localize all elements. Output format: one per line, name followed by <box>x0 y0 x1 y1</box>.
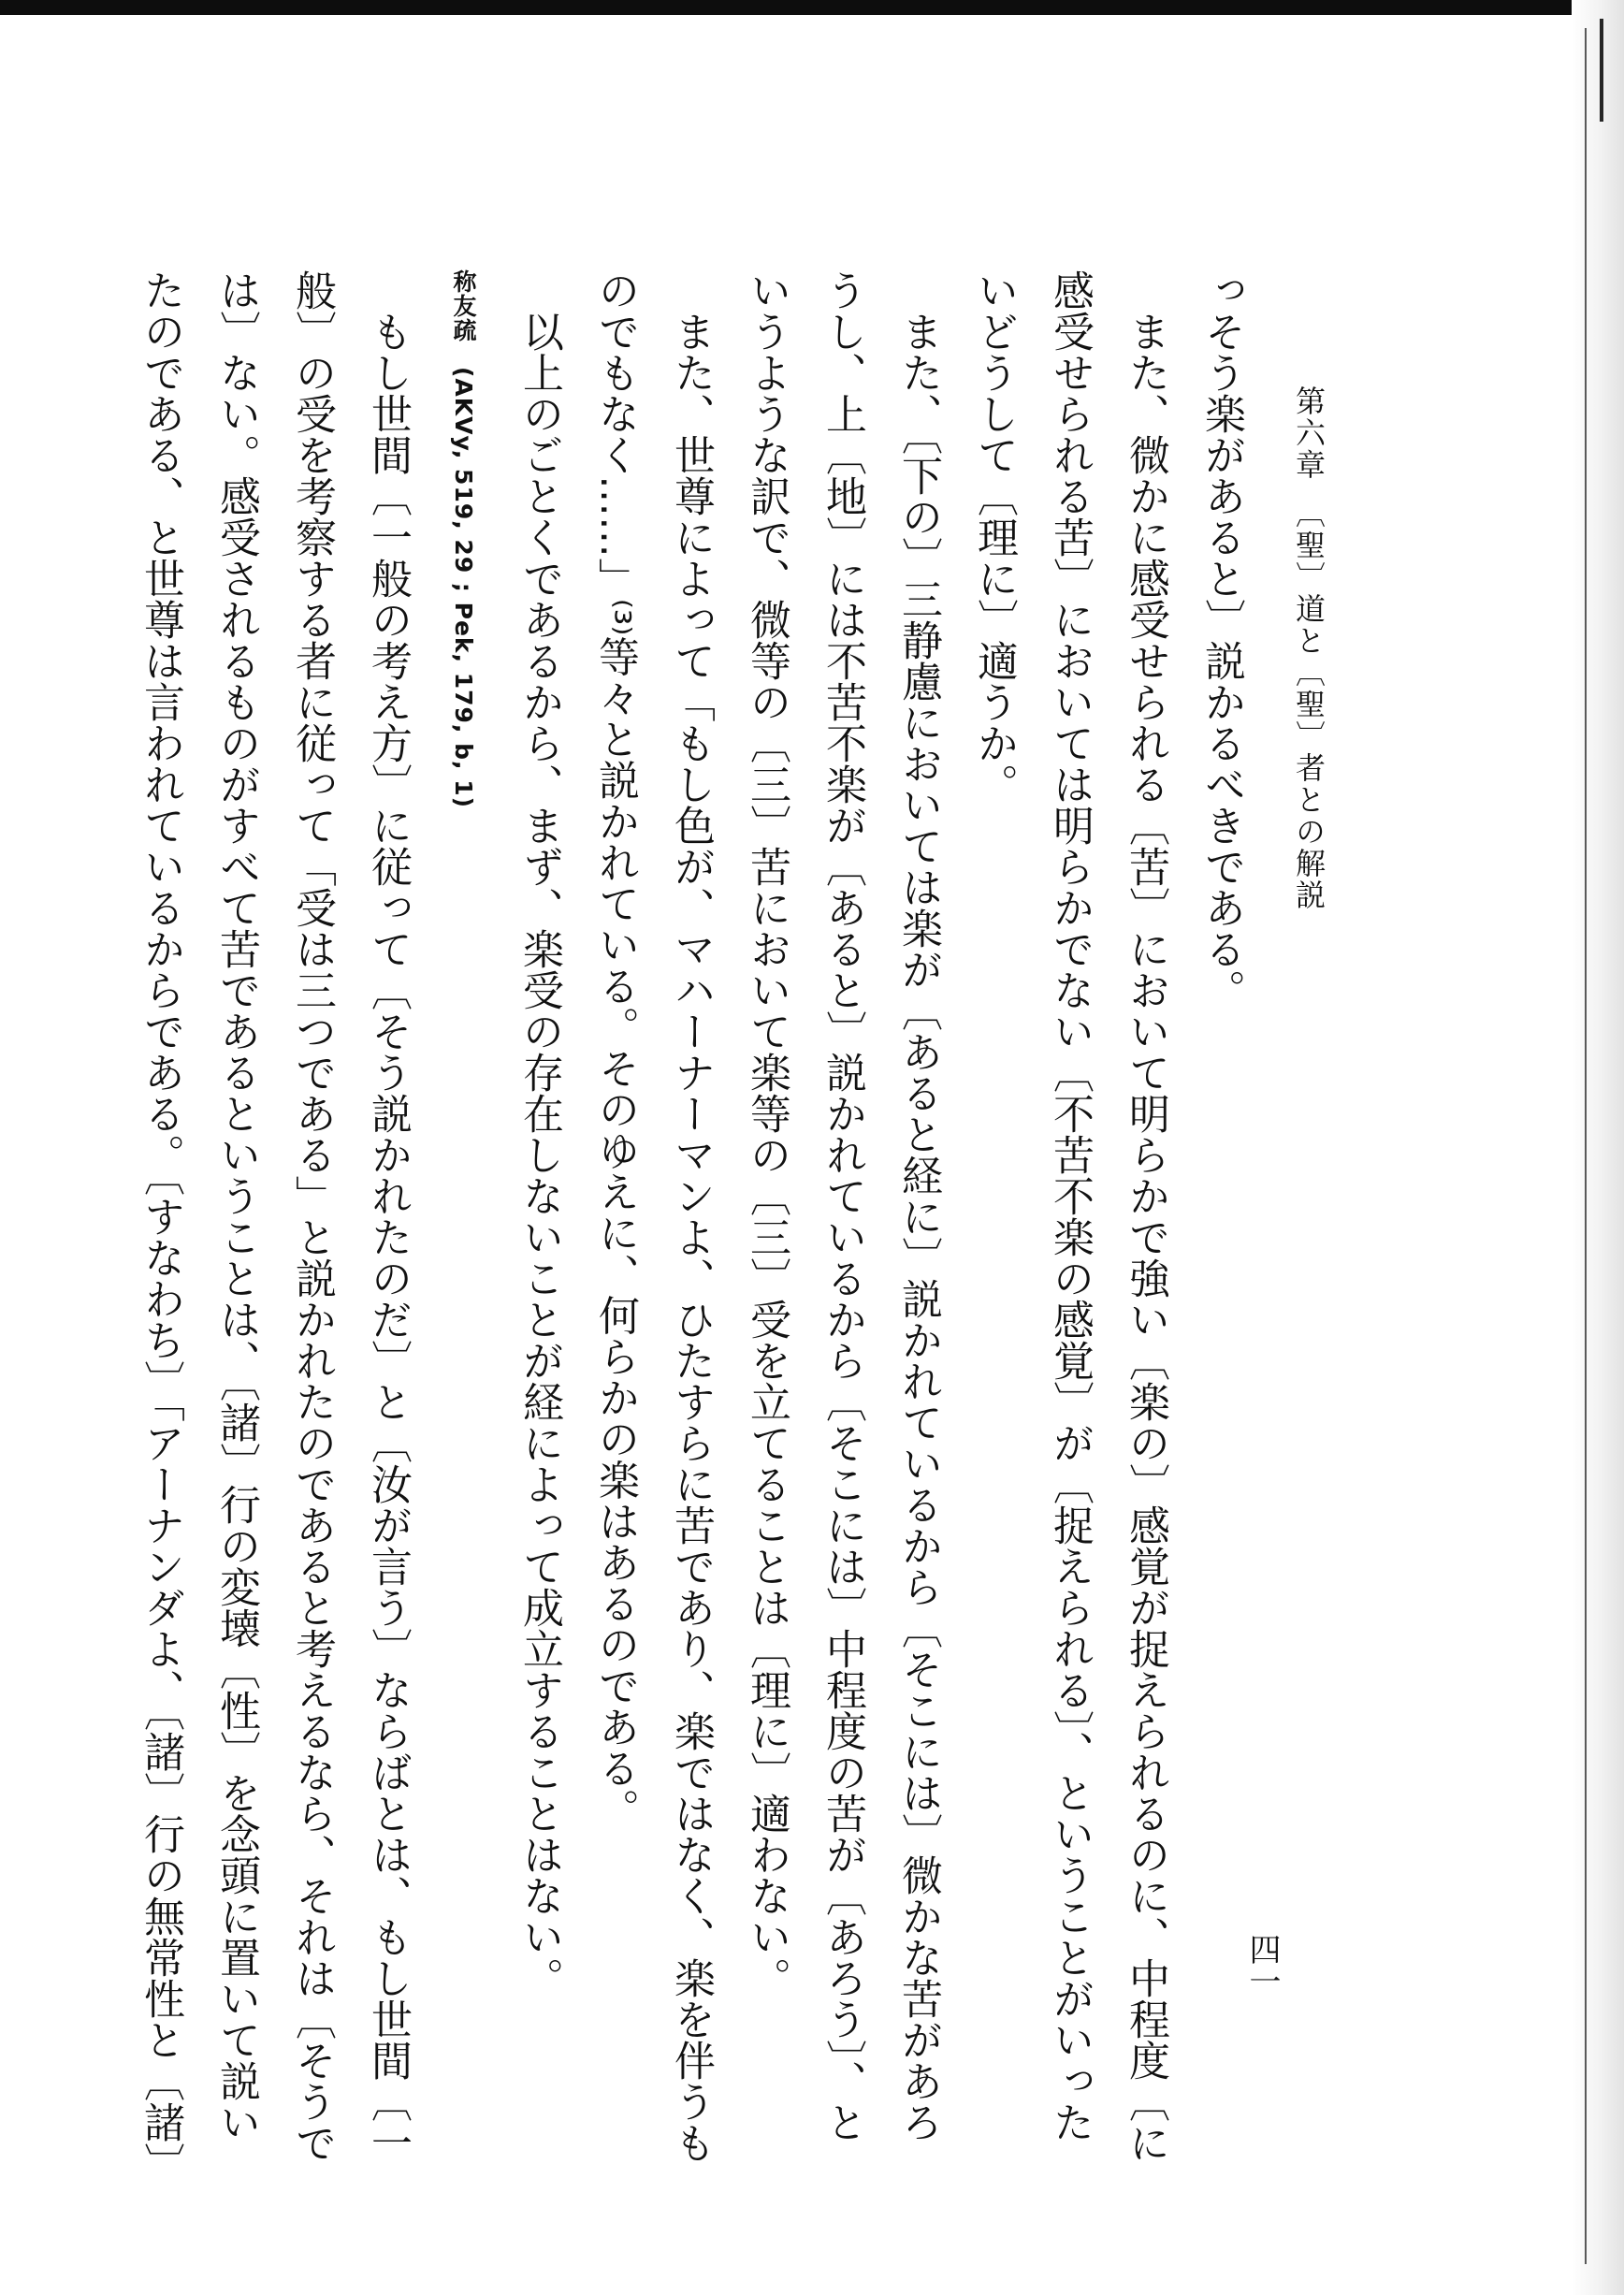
text-line: いうような訳で、微等の〔三〕苦において楽等の〔三〕受を立てることは〔理に〕適わない。 <box>743 269 790 1998</box>
scan-shadow-top <box>0 0 1624 15</box>
page-number: 四一 <box>1243 1933 1281 1997</box>
scan-shadow-right <box>1572 0 1624 2295</box>
commentary-heading: 称友疏 (AKVy, 519, 29 ; Pek, 179, b, 1) <box>450 269 477 809</box>
running-header: 第六章 〔聖〕道と〔聖〕者との解説 <box>1291 385 1327 911</box>
text-line: また、〔下の〕三静慮においては楽が〔あると経に〕説かれているから〔そこには〕微かな苦があろ <box>894 269 942 2142</box>
text-line: 感受せられる苦〕においては明らかでない〔不苦不楽の感覚〕が〔捉えられる〕、ということがいった <box>1046 269 1094 2142</box>
text-line: たのである、と世尊は言われているからである。〔すなわち〕「アーナンダよ、〔諸〕行の無常性と〔諸〕 <box>137 269 184 2184</box>
text-line: いどうして〔理に〕適うか。 <box>970 269 1018 805</box>
body-text <box>137 269 1259 2184</box>
text-line: のでもなく……」⁽³⁾等々と説かれている。そのゆえに、何らかの楽はあるのである。 <box>591 269 639 1830</box>
text-line: また、微かに感受せられる〔苦〕において明らかで強い〔楽の〕感覚が捉えられるのに、中程度〔に <box>1122 269 1169 2163</box>
scan-page-edge-mark <box>1600 19 1603 122</box>
text-line: 般〕の受を考察する者に従って「受は三つである」と説かれたのであると考えるなら、それは〔そうで <box>288 269 336 2163</box>
text-line: うし、上〔地〕には不苦不楽が〔あると〕説かれているから〔そこには〕中程度の苦が〔あろう〕、と <box>819 269 866 2142</box>
text-line: もし世間〔一般の考え方〕に従って〔そう説かれたのだ〕と〔汝が言う〕ならばとは、もし世間〔一 <box>364 269 412 2163</box>
text-line: は〕ない。感受されるものがすべて苦であるということは、〔諸〕行の変壊〔性〕を念頭に置いて説い <box>212 269 260 2142</box>
text-line: 以上のごとくであるから、まず、楽受の存在しないことが経によって成立することはない。 <box>515 269 563 1998</box>
text-line: また、世尊によって「もし色が、マハーナーマンよ、ひたすらに苦であり、楽ではなく、楽を伴うも <box>667 269 715 2163</box>
scan-page-edge-line <box>1585 28 1587 2264</box>
text-line: っそう楽があると〕説かるべきである。 <box>1197 269 1245 1010</box>
